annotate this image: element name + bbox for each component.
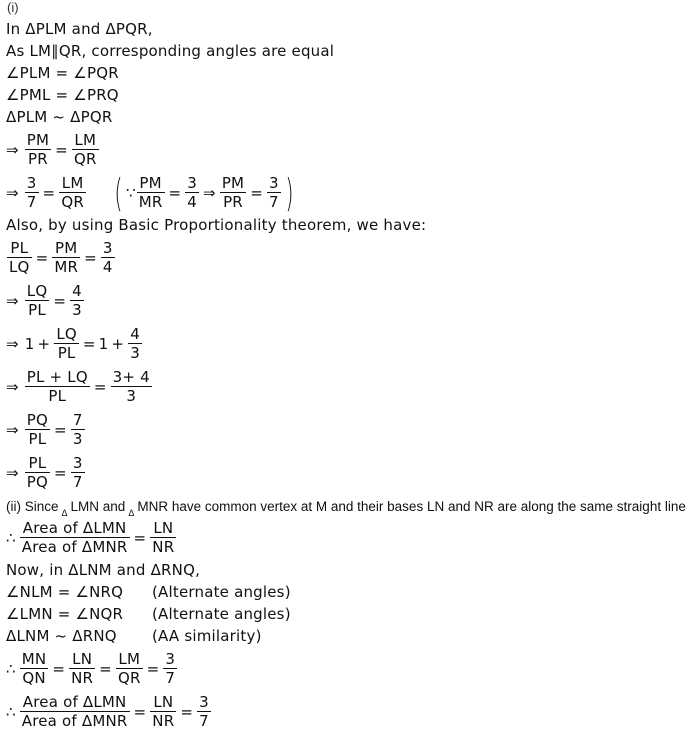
term: 1 <box>24 334 35 353</box>
fraction <box>71 454 85 491</box>
solution-document <box>6 0 696 733</box>
equals-sign: = <box>93 377 107 396</box>
statement: ∠NLM = ∠NRQ <box>6 583 124 601</box>
denominator: PL <box>28 430 47 448</box>
numerator: 4 <box>130 325 140 343</box>
equation-line <box>6 647 696 690</box>
denominator: 7 <box>165 669 176 687</box>
fraction <box>150 519 176 556</box>
numerator: MN <box>21 650 47 668</box>
denominator: 7 <box>26 193 37 211</box>
numerator: PM <box>55 239 78 257</box>
fraction <box>20 693 130 730</box>
fraction <box>197 693 211 730</box>
denominator: 7 <box>199 712 209 730</box>
text-line: As LM∥QR, corresponding angles are equal <box>6 42 335 60</box>
numerator: LN <box>153 693 174 711</box>
text-line: ΔPLM ~ ΔPQR <box>6 108 113 126</box>
denominator: NR <box>152 538 175 556</box>
part-ii-label: (ii) Since <box>6 499 59 514</box>
because-symbol: ∵ <box>125 183 136 202</box>
fraction <box>220 174 246 211</box>
numerator: LQ <box>56 325 77 343</box>
fraction <box>7 239 32 276</box>
implies-arrow: ⇒ <box>6 377 19 396</box>
fraction <box>128 325 142 362</box>
equation-line <box>6 408 696 451</box>
numerator: Area of ΔLMN <box>22 693 127 711</box>
fraction <box>25 174 39 211</box>
fraction <box>59 174 86 211</box>
equation-line <box>6 365 696 408</box>
numerator: PM <box>139 174 162 192</box>
fraction <box>20 519 130 556</box>
fraction <box>25 131 51 168</box>
numerator: LN <box>72 650 93 668</box>
equation-line <box>6 279 696 322</box>
denominator: 3 <box>72 301 82 319</box>
numerator: PM <box>26 131 50 149</box>
fraction <box>267 174 281 211</box>
implies-arrow: ⇒ <box>6 420 19 439</box>
numerator: 3 <box>26 174 37 192</box>
text-span: MNR have common vertex at M and their bases LN and NR are along the same straight line <box>137 499 686 514</box>
fraction <box>72 131 99 168</box>
equation-line <box>6 322 696 365</box>
numerator: PL + LQ <box>26 368 88 386</box>
fraction <box>70 282 84 319</box>
denominator: 3 <box>130 344 140 362</box>
denominator: NR <box>152 712 175 730</box>
numerator: PL <box>10 239 29 257</box>
therefore-symbol: ∴ <box>6 702 16 721</box>
text-line: ∠PML = ∠PRQ <box>6 86 119 104</box>
statement: ΔLNM ~ ΔRNQ <box>6 627 117 645</box>
implies-arrow: ⇒ <box>6 291 19 310</box>
numerator: LN <box>153 519 174 537</box>
equals-sign: = <box>146 659 160 678</box>
therefore-symbol: ∴ <box>6 528 16 547</box>
statement: ∠LMN = ∠NQR <box>6 605 124 623</box>
denominator: 3 <box>72 430 83 448</box>
fraction <box>163 650 177 687</box>
numerator: LM <box>74 131 97 149</box>
equals-sign: = <box>35 248 49 267</box>
fraction <box>25 368 90 405</box>
part-i-label: (i) <box>7 0 19 15</box>
numerator: 3 <box>165 650 176 668</box>
plus-sign: + <box>37 334 51 353</box>
equation-line <box>6 451 696 494</box>
denominator: NR <box>71 669 94 687</box>
denominator: PR <box>28 150 48 168</box>
denominator: 4 <box>187 193 198 211</box>
numerator: 3 <box>199 693 209 711</box>
implies-arrow: ⇒ <box>6 334 19 353</box>
equals-sign: = <box>84 248 97 267</box>
equals-sign: = <box>133 528 147 547</box>
numerator: Area of ΔLMN <box>22 519 127 537</box>
denominator: 3 <box>126 387 137 405</box>
fraction <box>137 174 165 211</box>
therefore-symbol: ∴ <box>6 659 16 678</box>
numerator: PL <box>28 454 47 472</box>
text-span: LMN and <box>70 499 126 514</box>
text-line: In ΔPLM and ΔPQR, <box>6 20 153 38</box>
numerator: LQ <box>26 282 48 300</box>
fraction <box>25 454 50 491</box>
equals-sign: = <box>82 334 96 353</box>
fraction <box>69 650 95 687</box>
fraction <box>25 411 50 448</box>
denominator: PQ <box>26 473 49 491</box>
equals-sign: = <box>53 291 67 310</box>
equals-sign: = <box>54 463 67 482</box>
implies-arrow: ⇒ <box>6 140 19 159</box>
numerator: 3 <box>187 174 198 192</box>
numerator: 3 <box>72 454 83 472</box>
equals-sign: = <box>55 140 68 159</box>
denominator: QR <box>61 193 84 211</box>
equals-sign: = <box>99 659 112 678</box>
equation-line <box>6 128 696 171</box>
equals-sign: = <box>168 183 182 202</box>
denominator: QN <box>22 669 46 687</box>
denominator: MR <box>54 258 79 276</box>
fraction <box>52 239 80 276</box>
because-note <box>111 170 297 215</box>
plus-sign: + <box>111 334 125 353</box>
equals-sign: = <box>52 659 66 678</box>
text-line: Also, by using Basic Proportionality theorem, we have: <box>6 216 427 234</box>
equation-line <box>6 516 696 559</box>
term: 1 <box>98 334 109 353</box>
fraction <box>71 411 85 448</box>
denominator: QR <box>73 150 97 168</box>
text-line <box>6 603 696 625</box>
fraction <box>116 650 143 687</box>
implies-arrow: ⇒ <box>6 183 19 202</box>
numerator: 4 <box>72 282 82 300</box>
denominator: LQ <box>9 258 30 276</box>
text-line: Now, in ΔLNM and ΔRNQ, <box>6 561 201 579</box>
denominator: PL <box>28 301 46 319</box>
fraction <box>185 174 199 211</box>
numerator: LM <box>61 174 84 192</box>
denominator: 7 <box>72 473 83 491</box>
denominator: MR <box>138 193 163 211</box>
numerator: PQ <box>26 411 49 429</box>
fraction <box>54 325 79 362</box>
equation-line <box>6 236 696 279</box>
fraction <box>25 282 50 319</box>
denominator: PR <box>223 193 243 211</box>
reason: (Alternate angles) <box>152 605 291 623</box>
fraction <box>150 693 176 730</box>
equals-sign: = <box>180 702 194 721</box>
reason: (Alternate angles) <box>152 583 291 601</box>
fraction <box>20 650 49 687</box>
text-line: ∠PLM = ∠PQR <box>6 64 119 82</box>
equals-sign: = <box>250 183 263 202</box>
numerator: 3 <box>102 239 113 257</box>
equals-sign: = <box>54 420 67 439</box>
text-line <box>6 625 696 647</box>
part-ii-intro <box>6 494 696 516</box>
triangle-symbol: Δ <box>61 508 68 518</box>
numerator: LM <box>118 650 141 668</box>
numerator: 3 <box>268 174 279 192</box>
equals-sign: = <box>42 183 56 202</box>
open-paren: ( <box>114 170 123 215</box>
implies-arrow: ⇒ <box>6 463 19 482</box>
equation-line <box>6 690 696 733</box>
text-line <box>6 581 696 603</box>
denominator: PL <box>48 387 67 405</box>
fraction <box>111 368 152 405</box>
denominator: Area of ΔMNR <box>21 712 128 730</box>
denominator: QR <box>117 669 141 687</box>
implies-arrow: ⇒ <box>203 183 216 202</box>
numerator: 7 <box>72 411 83 429</box>
close-paren: ) <box>285 170 294 215</box>
denominator: Area of ΔMNR <box>21 538 128 556</box>
equation-line <box>6 171 696 214</box>
triangle-symbol: Δ <box>128 508 135 518</box>
numerator: 3+ 4 <box>112 368 150 386</box>
denominator: PL <box>57 344 76 362</box>
reason: (AA similarity) <box>152 627 262 645</box>
fraction <box>101 239 115 276</box>
denominator: 4 <box>102 258 113 276</box>
denominator: 7 <box>268 193 279 211</box>
equals-sign: = <box>133 702 147 721</box>
numerator: PM <box>221 174 245 192</box>
